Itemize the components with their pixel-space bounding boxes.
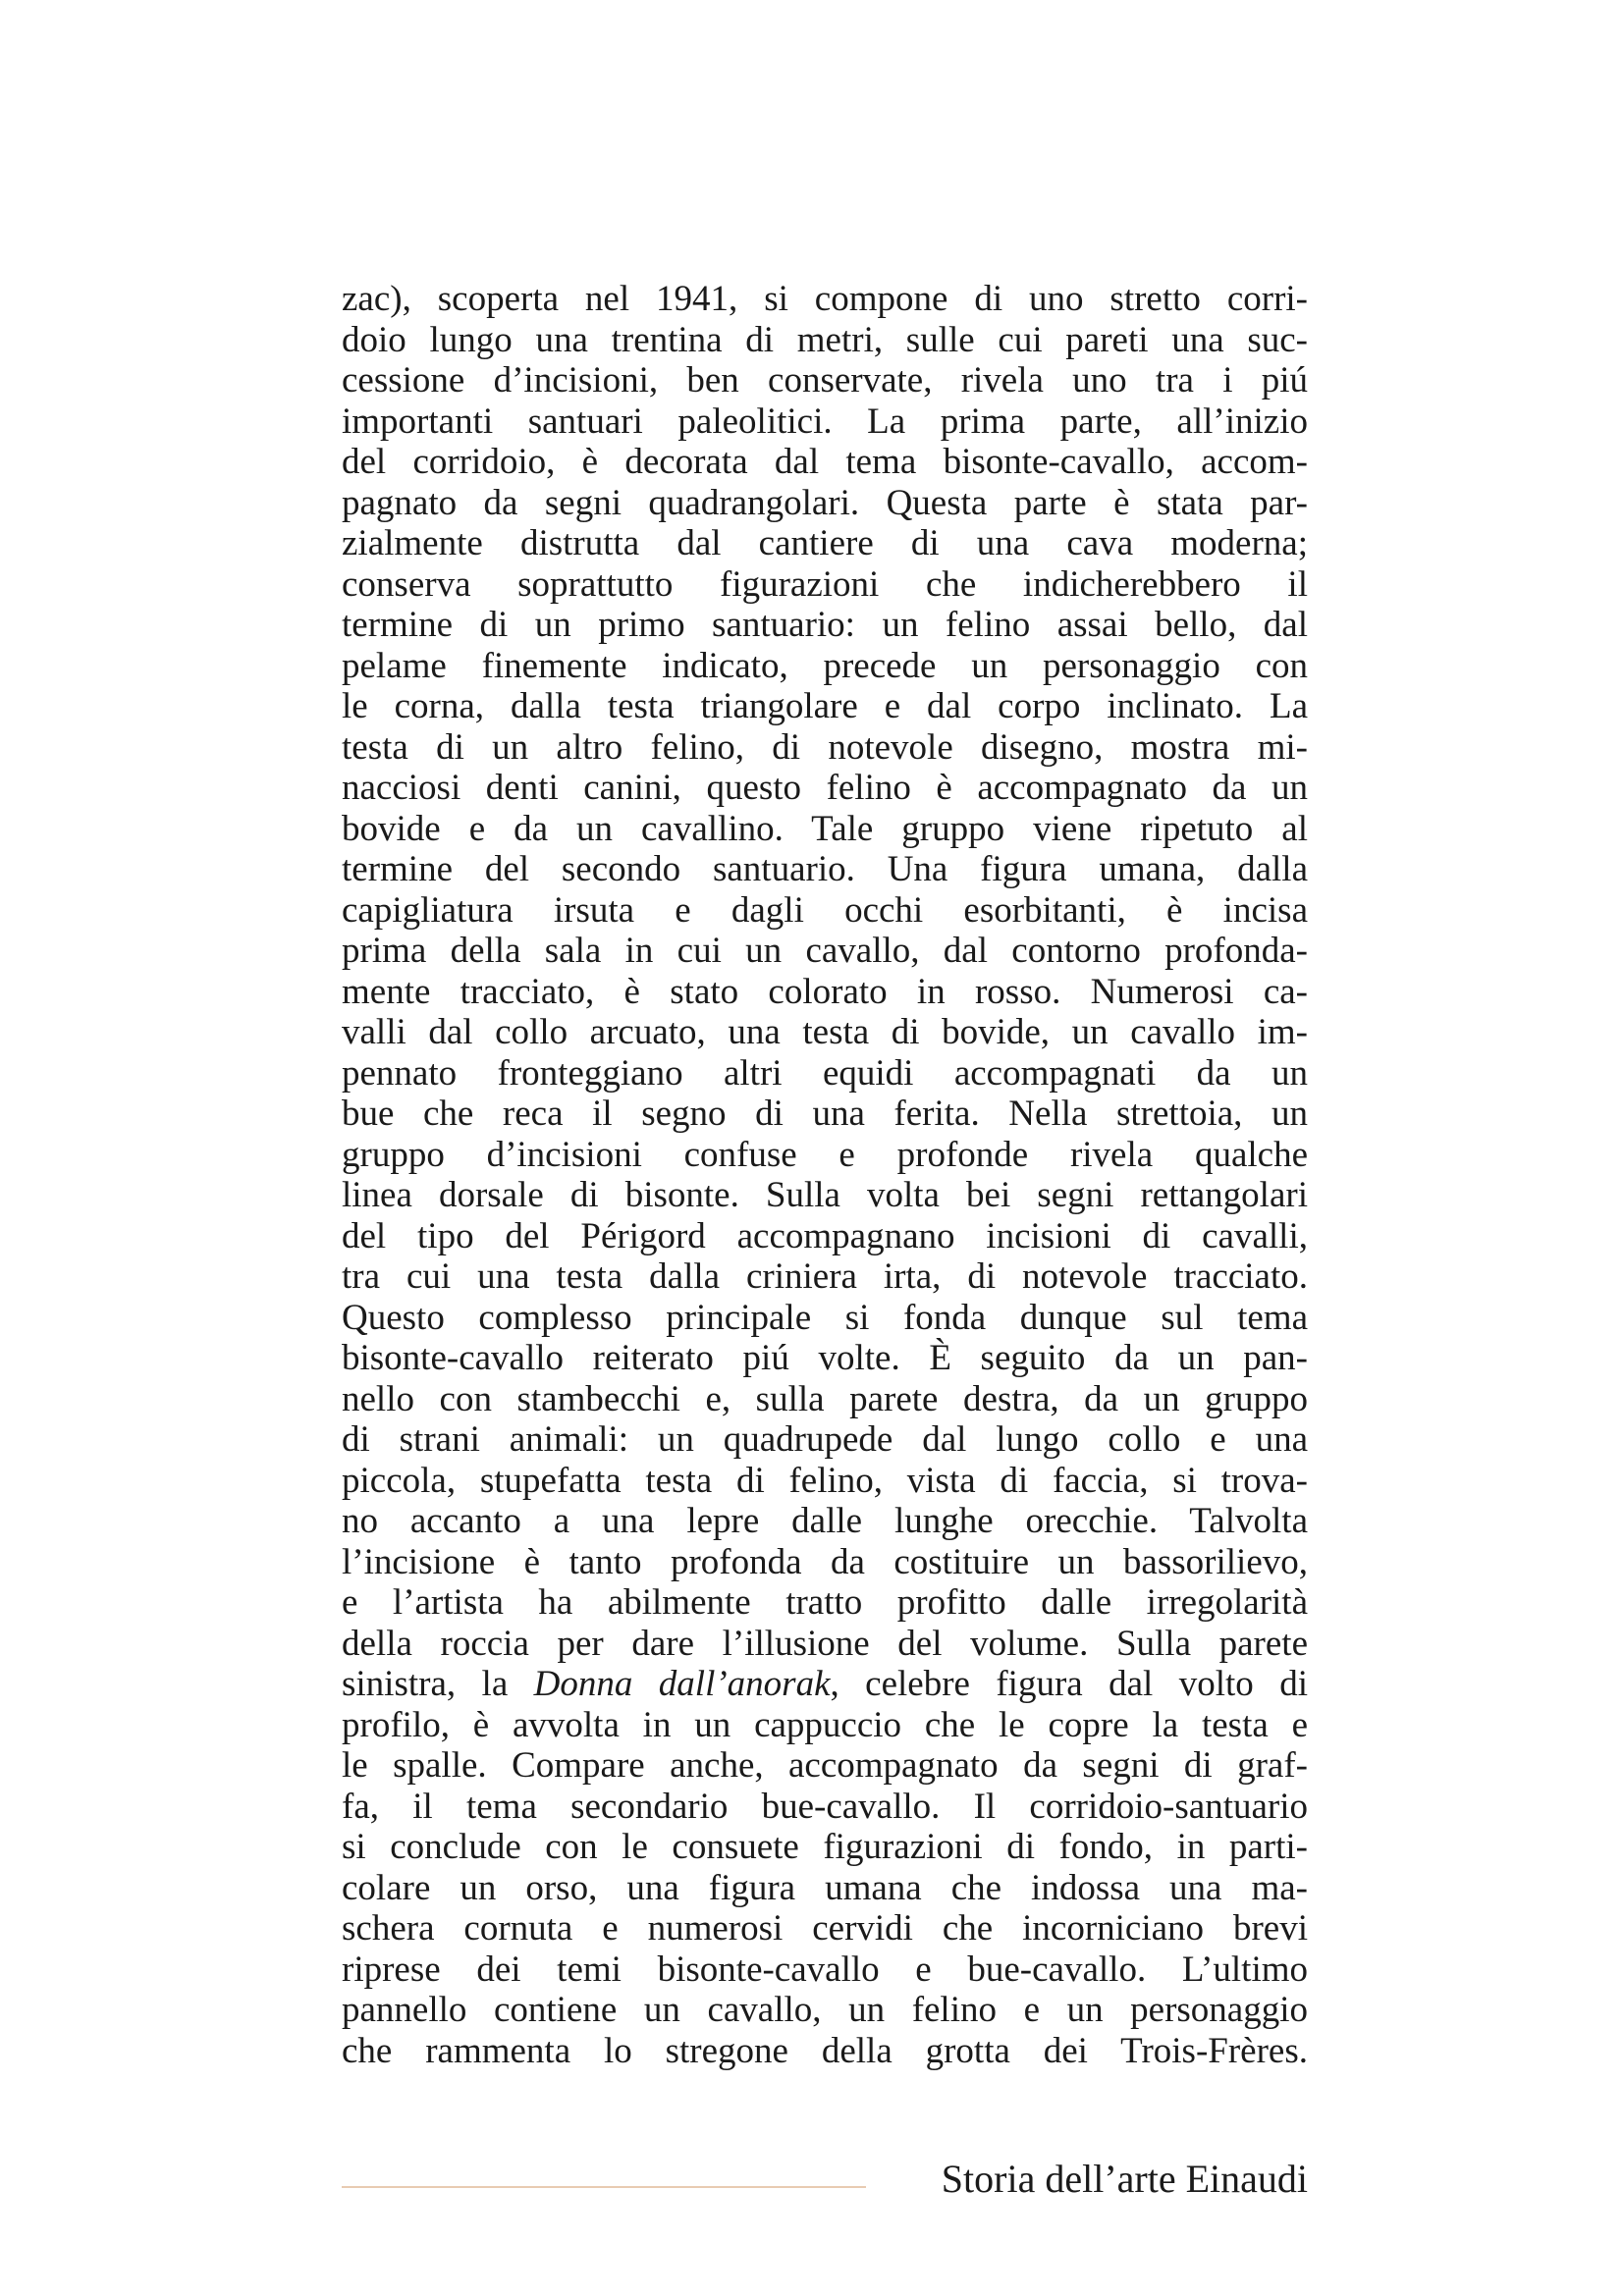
artwork-title: Donna dall’anorak (533, 1664, 831, 1704)
text-line: zialmente distrutta dal cantiere di una cava moderna; (342, 523, 1308, 563)
text-line: termine di un primo santuario: un felino assai bello, dal (342, 605, 1308, 645)
text-line: bisonte-cavallo reiterato piú volte. È seguito da un pan- (342, 1338, 1308, 1378)
body-paragraph (342, 279, 1308, 2071)
text-line: mente tracciato, è stato colorato in rosso. Numerosi ca- (342, 971, 1308, 1012)
text-line: e l’artista ha abilmente tratto profitto dalle irregolarità (342, 1582, 1308, 1623)
text-line: bue che reca il segno di una ferita. Nella strettoia, un (342, 1094, 1308, 1134)
text-line (342, 1664, 1308, 1705)
text-line: del corridoio, è decorata dal tema bisonte-cavallo, accom- (342, 442, 1308, 482)
text-line: colare un orso, una figura umana che indossa una ma- (342, 1867, 1308, 1908)
text-line: zac), scoperta nel 1941, si compone di uno stretto corri- (342, 279, 1308, 319)
text-line: le corna, dalla testa triangolare e dal corpo inclinato. La (342, 686, 1308, 726)
text-line: testa di un altro felino, di notevole disegno, mostra mi- (342, 726, 1308, 768)
text-line: si conclude con le consuete figurazioni di fondo, in parti- (342, 1827, 1308, 1867)
text-line: linea dorsale di bisonte. Sulla volta bei segni rettangolari (342, 1175, 1308, 1215)
text-line: Questo complesso principale si fonda dunque sul tema (342, 1297, 1308, 1338)
text-line: profilo, è avvolta in un cappuccio che le copre la testa e (342, 1704, 1308, 1745)
text-line: prima della sala in cui un cavallo, dal contorno profonda- (342, 931, 1308, 971)
footer-publisher-label: Storia dell’arte Einaudi (941, 2157, 1308, 2201)
text-line: piccola, stupefatta testa di felino, vista di faccia, si trova- (342, 1460, 1308, 1501)
text-line: della roccia per dare l’illusione del volume. Sulla parete (342, 1623, 1308, 1664)
text-line: l’incisione è tanto profonda da costituire un bassorilievo, (342, 1541, 1308, 1582)
text-line: fa, il tema secondario bue-cavallo. Il corridoio-santuario (342, 1786, 1308, 1827)
text-segment: , celebre figura dal volto di (830, 1664, 1308, 1704)
text-line: cessione d’incisioni, ben conservate, rivela uno tra i piú (342, 360, 1308, 400)
text-line: le spalle. Compare anche, accompagnato da segni di graf- (342, 1745, 1308, 1786)
text-line: capigliatura irsuta e dagli occhi esorbitanti, è incisa (342, 889, 1308, 931)
text-line: bovide e da un cavallino. Tale gruppo viene ripetuto al (342, 808, 1308, 849)
text-line: no accanto a una lepre dalle lunghe orecchie. Talvolta (342, 1501, 1308, 1541)
text-line: termine del secondo santuario. Una figura umana, dalla (342, 849, 1308, 889)
text-line: importanti santuari paleolitici. La prima parte, all’inizio (342, 400, 1308, 442)
text-line: tra cui una testa dalla criniera irta, di notevole tracciato. (342, 1256, 1308, 1297)
text-line: conserva soprattutto figurazioni che indicherebbero il (342, 563, 1308, 605)
text-line: riprese dei temi bisonte-cavallo e bue-cavallo. L’ultimo (342, 1949, 1308, 1990)
text-line: pagnato da segni quadrangolari. Questa parte è stata par- (342, 482, 1308, 523)
footer-rule (342, 2186, 866, 2188)
text-line: del tipo del Périgord accompagnano incisioni di cavalli, (342, 1215, 1308, 1256)
text-segment: sinistra, la (342, 1664, 534, 1704)
text-line: che rammenta lo stregone della grotta dei Trois-Frères. (342, 2030, 1308, 2071)
text-line: pennato fronteggiano altri equidi accompagnati da un (342, 1052, 1308, 1094)
text-line: nacciosi denti canini, questo felino è accompagnato da un (342, 768, 1308, 808)
text-line: nello con stambecchi e, sulla parete destra, da un gruppo (342, 1378, 1308, 1419)
text-line: pannello contiene un cavallo, un felino e un personaggio (342, 1990, 1308, 2030)
text-line: pelame finemente indicato, precede un personaggio con (342, 645, 1308, 686)
text-line: gruppo d’incisioni confuse e profonde rivela qualche (342, 1134, 1308, 1175)
text-line: di strani animali: un quadrupede dal lungo collo e una (342, 1419, 1308, 1460)
text-line: doio lungo una trentina di metri, sulle cui pareti una suc- (342, 319, 1308, 360)
text-line: schera cornuta e numerosi cervidi che incorniciano brevi (342, 1908, 1308, 1949)
text-line: valli dal collo arcuato, una testa di bovide, un cavallo im- (342, 1012, 1308, 1052)
